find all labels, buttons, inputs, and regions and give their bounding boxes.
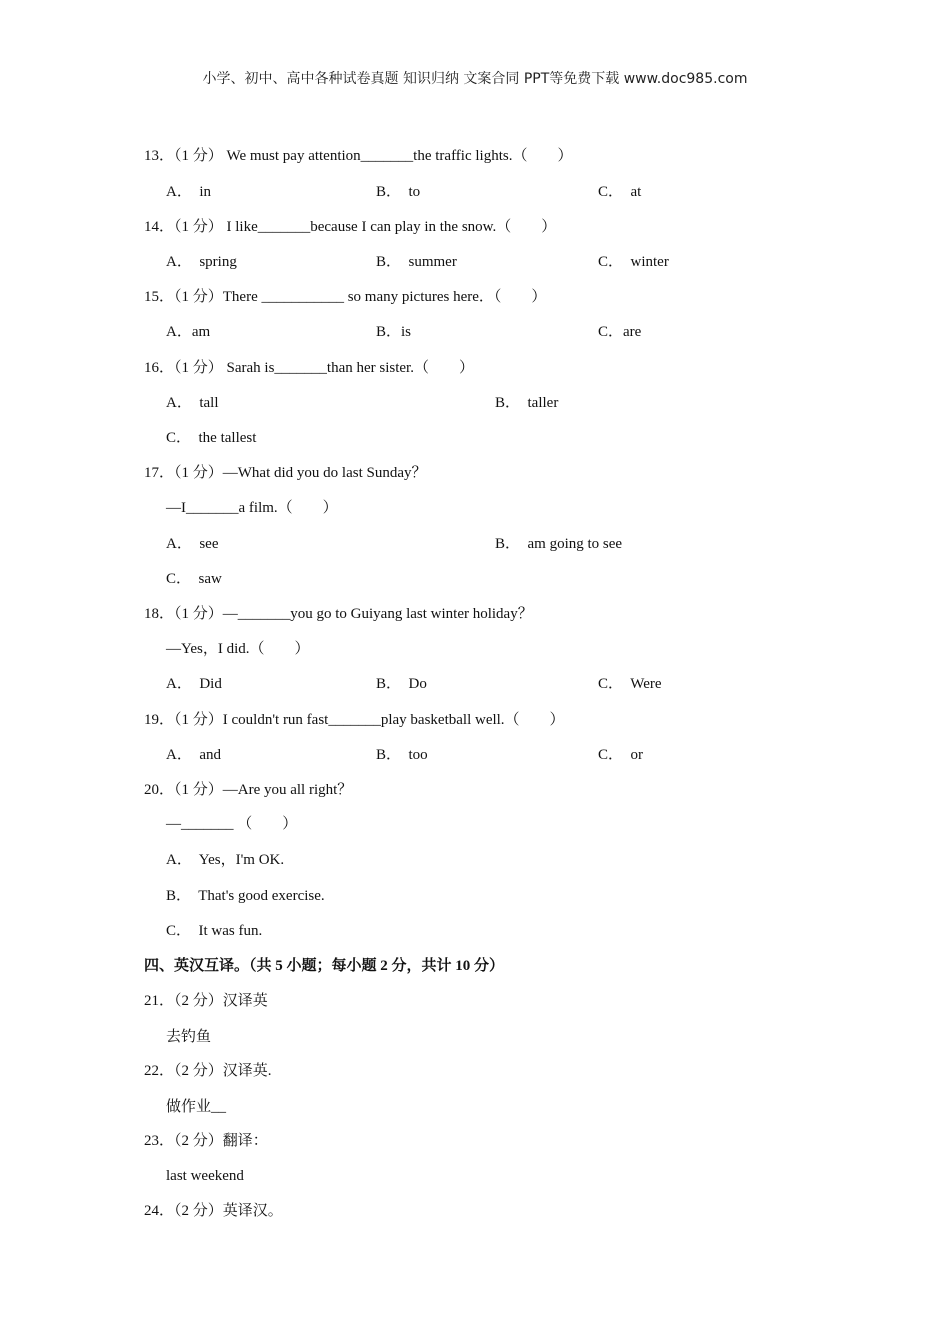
- question-16-option-b[interactable]: B． taller: [495, 395, 559, 411]
- question-17-option-b[interactable]: B． am going to see: [495, 536, 623, 552]
- question-20-stem-2: —_______ （ ）: [166, 816, 298, 832]
- question-15-option-c[interactable]: C．are: [598, 324, 642, 340]
- question-20-option-c[interactable]: C． It was fun.: [166, 923, 263, 939]
- question-23-stem: 23．（2 分）翻译：: [144, 1133, 268, 1149]
- page-header: 小学、初中、高中各种试卷真题 知识归纳 文案合同 PPT等免费下载 www.doc985.com: [202, 71, 748, 87]
- question-14-stem: 14．（1 分） I like_______because I can play in the snow.（ ）: [144, 219, 557, 235]
- question-16-stem: 16．（1 分） Sarah is_______than her sister.（ ）: [144, 360, 474, 376]
- question-15-stem: 15．（1 分）There ___________ so many pictures here．（ ）: [144, 289, 547, 305]
- question-15-option-b[interactable]: B．is: [376, 324, 412, 340]
- question-17-option-c[interactable]: C． saw: [166, 571, 222, 587]
- question-22-body: 做作业__: [166, 1099, 227, 1115]
- question-16-option-a[interactable]: A． tall: [166, 395, 219, 411]
- question-13-option-c[interactable]: C． at: [598, 184, 642, 200]
- question-20-option-b[interactable]: B． That's good exercise.: [166, 888, 325, 904]
- question-20-stem: 20．（1 分）—Are you all right？: [144, 782, 353, 798]
- question-13-option-a[interactable]: A． in: [166, 184, 212, 200]
- question-13-option-b[interactable]: B． to: [376, 184, 421, 200]
- question-13-stem: 13．（1 分） We must pay attention_______the traffic lights.（ ）: [144, 148, 573, 164]
- question-18-stem: 18．（1 分）—_______you go to Guiyang last winter holiday？: [144, 606, 533, 622]
- question-17-stem-2: —I_______a film.（ ）: [166, 500, 338, 516]
- question-19-option-b[interactable]: B． too: [376, 747, 428, 763]
- question-21-body: 去钓鱼: [166, 1029, 212, 1045]
- question-24-stem: 24．（2 分）英译汉。: [144, 1203, 283, 1219]
- question-14-option-c[interactable]: C． winter: [598, 254, 669, 270]
- question-18-stem-2: —Yes，I did.（ ）: [166, 641, 310, 657]
- question-14-option-a[interactable]: A． spring: [166, 254, 237, 270]
- question-17-option-a[interactable]: A． see: [166, 536, 219, 552]
- question-19-stem: 19．（1 分）I couldn't run fast_______play basketball well.（ ）: [144, 712, 565, 728]
- question-18-option-b[interactable]: B． Do: [376, 676, 427, 692]
- question-20-option-a[interactable]: A． Yes，I'm OK.: [166, 852, 285, 868]
- question-23-body: last weekend: [166, 1168, 244, 1184]
- question-21-stem: 21．（2 分）汉译英: [144, 993, 268, 1009]
- question-19-option-c[interactable]: C． or: [598, 747, 644, 763]
- question-15-option-a[interactable]: A．am: [166, 324, 211, 340]
- question-14-option-b[interactable]: B． summer: [376, 254, 457, 270]
- question-16-option-c[interactable]: C． the tallest: [166, 430, 257, 446]
- section-4-heading: 四、英汉互译。（共 5 小题；每小题 2 分，共计 10 分）: [144, 958, 505, 974]
- question-17-stem: 17．（1 分）—What did you do last Sunday？: [144, 465, 427, 481]
- question-19-option-a[interactable]: A． and: [166, 747, 221, 763]
- question-18-option-c[interactable]: C． Were: [598, 676, 662, 692]
- question-22-stem: 22．（2 分）汉译英.: [144, 1063, 272, 1079]
- question-18-option-a[interactable]: A． Did: [166, 676, 222, 692]
